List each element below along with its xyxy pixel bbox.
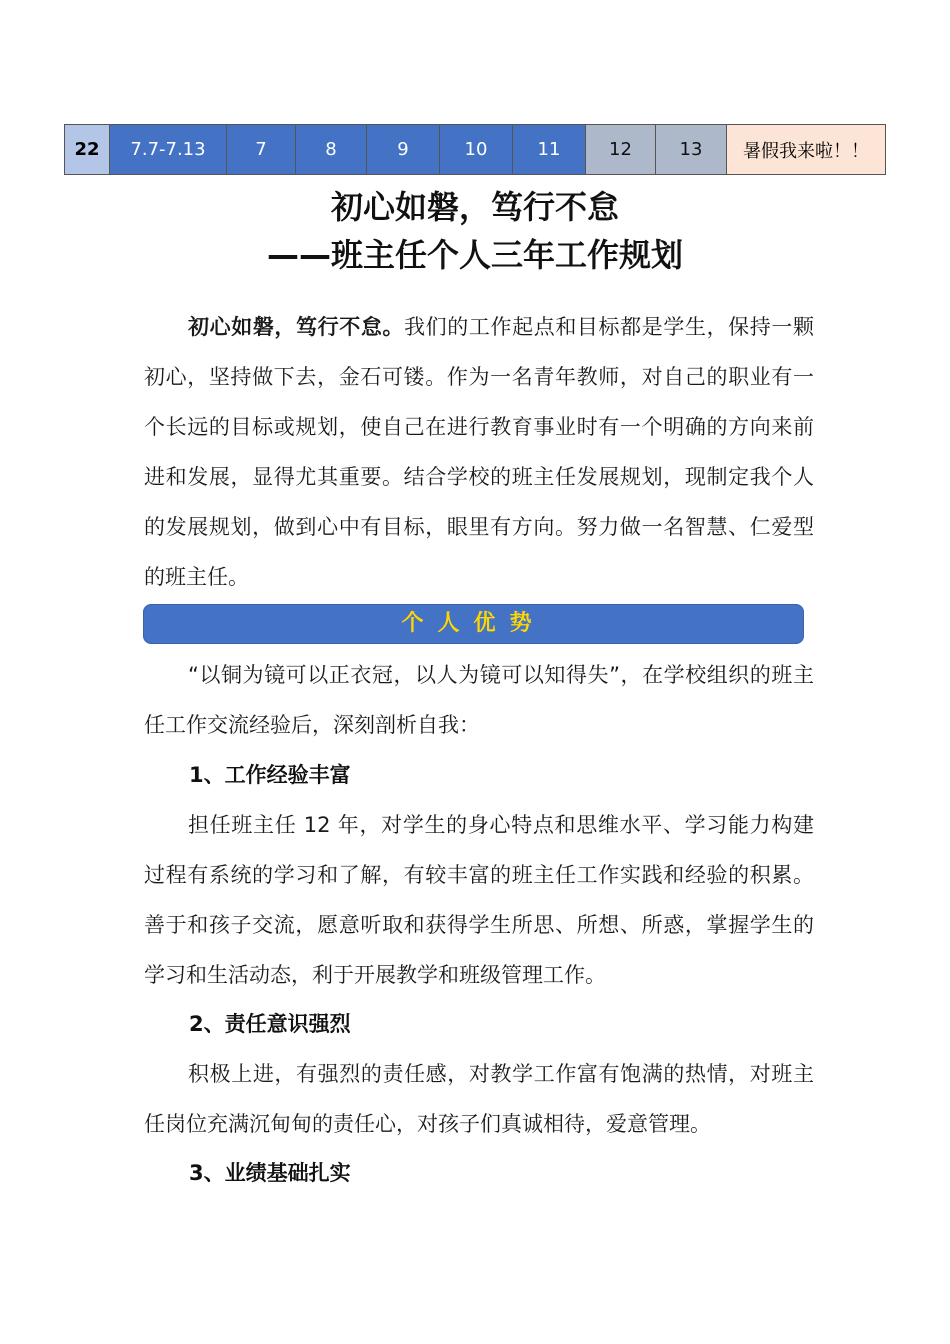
- calendar-row: [65, 125, 886, 175]
- intro-lead: 初心如磐，笃行不怠。: [188, 315, 405, 339]
- day-cell: 11: [513, 125, 586, 175]
- item-heading: 3、业绩基础扎实: [189, 1161, 351, 1185]
- weekend-cell: 13: [656, 125, 727, 175]
- calendar-row-table: [64, 124, 886, 175]
- day-cell: 7: [227, 125, 296, 175]
- item-heading: 2、责任意识强烈: [189, 1012, 351, 1036]
- item-body: 积极上进，有强烈的责任感，对教学工作富有饱满的热情，对班主任岗位充满沉甸甸的责任心，对孩子们真诚相待，爱意管理。: [144, 1062, 814, 1136]
- date-range-cell: 7.7-7.13: [110, 125, 227, 175]
- intro-paragraph: [144, 302, 814, 602]
- note-cell: 暑假我来啦！！: [727, 125, 886, 175]
- page-title: 初心如磐，笃行不怠: [330, 188, 619, 226]
- day-cell: 8: [296, 125, 367, 175]
- section-banner: 个人优势: [143, 604, 804, 644]
- intro-body: 我们的工作起点和目标都是学生，保持一颗初心，坚持做下去，金石可镂。作为一名青年教师，对自己的职业有一个长远的目标或规划，使自己在进行教育事业时有一个明确的方向来前进和发展，显得尤其重要。结合学校的班主任发展规划，现制定我个人的发展规划，做到心中有目标，眼里有方向。努力做一名智慧、仁爱型的班主任。: [144, 315, 815, 589]
- item-heading: 1、工作经验丰富: [189, 763, 351, 787]
- section-intro-paragraph: “以铜为镜可以正衣冠，以人为镜可以知得失”，在学校组织的班主任工作交流经验后，深刻剖析自我：: [144, 663, 814, 737]
- day-cell: 10: [440, 125, 513, 175]
- weekend-cell: 12: [586, 125, 656, 175]
- item-body: 担任班主任 12 年，对学生的身心特点和思维水平、学习能力构建过程有系统的学习和了解，有较丰富的班主任工作实践和经验的积累。善于和孩子交流，愿意听取和获得学生所思、所想、所惑，掌握学生的学习和生活动态，利于开展教学和班级管理工作。: [144, 813, 814, 987]
- day-cell: 9: [367, 125, 440, 175]
- week-number-cell: 22: [65, 125, 110, 175]
- page-subtitle: ——班主任个人三年工作规划: [266, 236, 683, 274]
